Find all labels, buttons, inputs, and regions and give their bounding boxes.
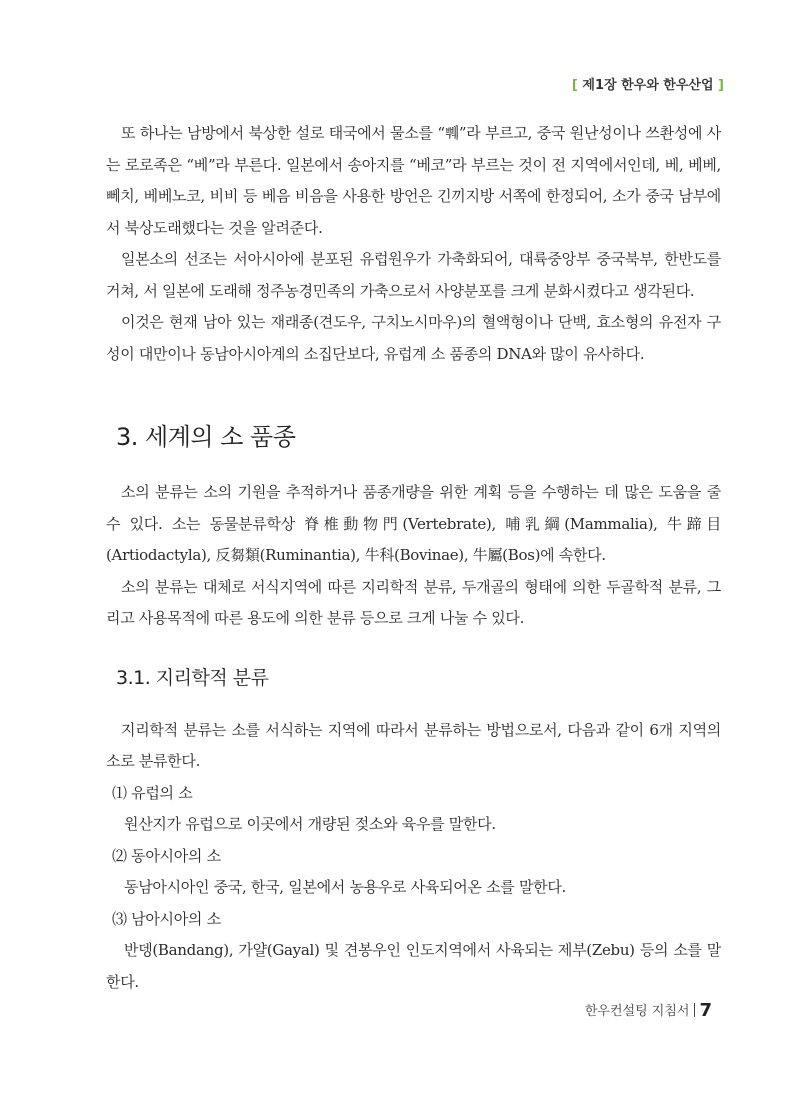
list-item-head-south-asia: ⑶ 남아시아의 소 (112, 909, 221, 928)
intro-paragraph-1: 또 하나는 남방에서 북상한 설로 태국에서 물소를 “쀄”라 부르고, 중국 원난성이나 쓰촨성에 사는 로로족은 “베”라 부른다. 일본에서 송아지를 “베코”라 부르는 것이 전 지역에서인데, 베, 베베, 뻬치, 베베노코, 비비 등 베음 비음을 사용한 방언은 긴끼지방 서쪽에 한정되어, 소가 중국 남부에서 북상도래했다는 것을 알려준다. (106, 124, 721, 237)
intro-paragraph-3: 이것은 현재 남아 있는 재래종(견도우, 구치노시마우)의 혈액형이나 단백, 효소형의 유전자 구성이 대만이나 동남아시아계의 소집단보다, 유럽계 소 품종의 DNA와 많이 유사하다. (106, 313, 721, 363)
page-number: 7 (699, 1000, 712, 1021)
section-3-heading: 3. 세계의 소 품종 (116, 423, 296, 451)
list-item-body-east-asia: 동남아시아인 중국, 한국, 일본에서 농용우로 사육되어온 소를 말한다. (124, 878, 567, 896)
chapter-title: 제1장 한우와 한우산업 (582, 78, 714, 93)
section-3-paragraph-2: 소의 분류는 대체로 서식지역에 따른 지리학적 분류, 두개골의 형태에 의한 두골학적 분류, 그리고 사용목적에 따른 용도에 의한 분류 등으로 크게 나눌 수 있다. (106, 577, 721, 627)
bracket-open: [ (571, 78, 578, 93)
section-3-1-heading: 3.1. 지리학적 분류 (116, 666, 269, 689)
list-item-body-south-asia: 반뎅(Bandang), 가얄(Gayal) 및 견봉우인 인도지역에서 사육되는 제부(Zebu) 등의 소를 말한다. (106, 941, 721, 991)
list-item-head-europe: ⑴ 유럽의 소 (112, 783, 193, 802)
intro-paragraph-2: 일본소의 선조는 서아시아에 분포된 유럽원우가 가축화되어, 대륙중앙부 중국북부, 한반도를 거쳐, 서 일본에 도래해 정주농경민족의 가축으로서 사양분포를 크게 분화시켰다고 생각된다. (106, 250, 721, 300)
section-3-1-intro: 지리학적 분류는 소를 서식하는 지역에 따라서 분류하는 방법으로서, 다음과 같이 6개 지역의 소로 분류한다. (106, 720, 721, 770)
list-item-body-europe: 원산지가 유럽으로 이곳에서 개량된 젖소와 육우를 말한다. (124, 815, 496, 833)
list-item-head-east-asia: ⑵ 동아시아의 소 (112, 846, 221, 865)
section-3-paragraph-1: 소의 분류는 소의 기원을 추적하거나 품종개량을 위한 계획 등을 수행하는 데 많은 도움을 줄 수 있다. 소는 동물분류학상 脊椎動物門(Vertebrate), 哺乳綱(Mammalia), 牛蹄目(Artiodactyla), 反芻類(Ruminantia), 牛科(Bovinae), 牛屬(Bos)에 속한다. (106, 483, 721, 564)
book-title: 한우컨설팅 지침서 (584, 1004, 690, 1019)
footer-divider (694, 1003, 695, 1017)
page-body (106, 118, 721, 998)
chapter-header (572, 74, 724, 93)
page-footer (585, 1000, 712, 1021)
bracket-close: ] (718, 78, 724, 93)
